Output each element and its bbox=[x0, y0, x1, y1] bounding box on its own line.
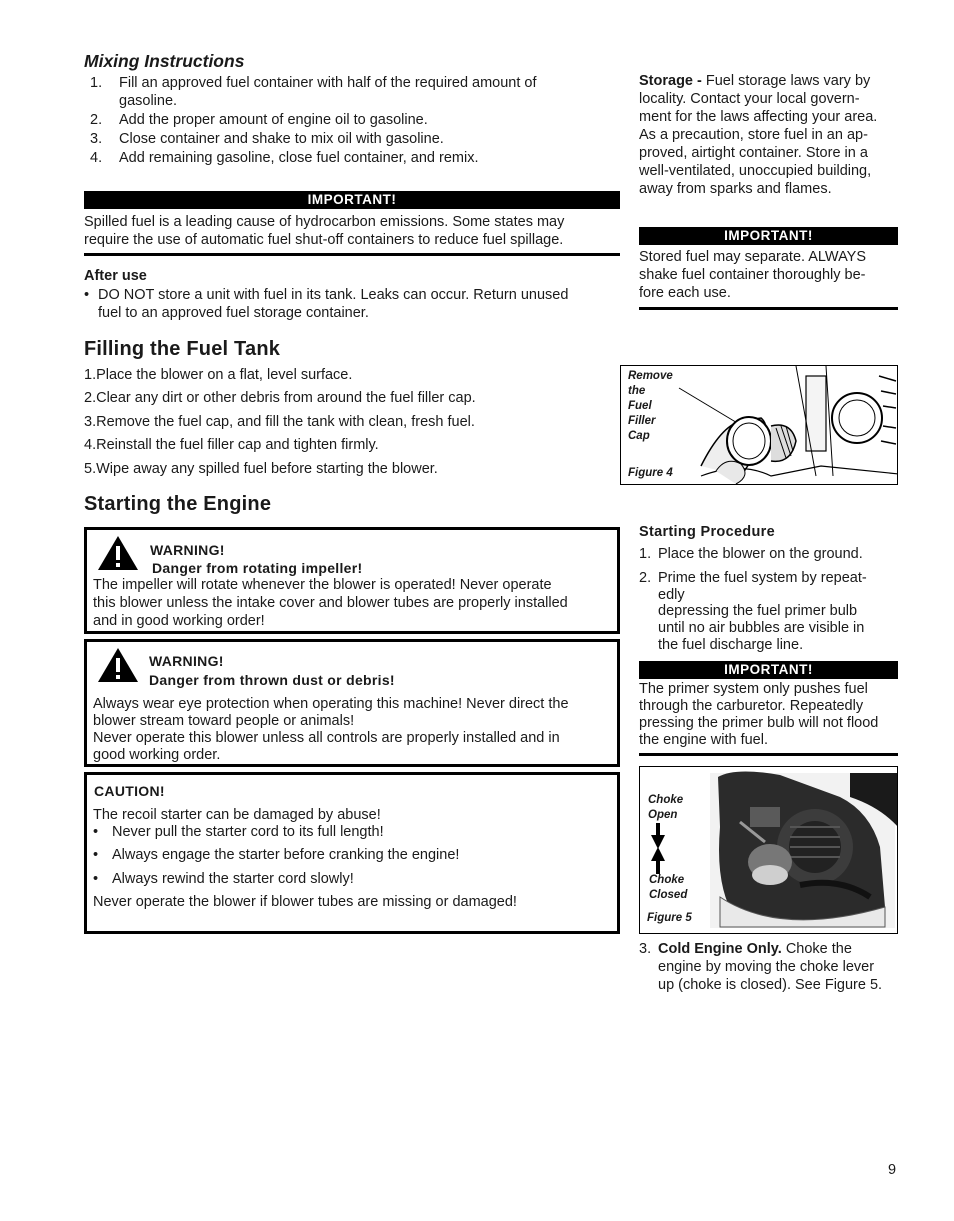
filling-step: 1.Place the blower on a flat, level surface. bbox=[84, 367, 353, 383]
caution-label: CAUTION! bbox=[94, 783, 165, 799]
page-number: 9 bbox=[888, 1162, 897, 1178]
after-use-bullet: • DO NOT store a unit with fuel in its tank. Leaks can occur. Return unused fuel to an approved fuel storage container. bbox=[84, 287, 569, 321]
figure-5-caption: Figure 5 bbox=[647, 912, 692, 924]
choke-closed-label: Choke Closed bbox=[649, 874, 688, 901]
section-divider bbox=[84, 253, 620, 256]
caution-bullet: • Always rewind the starter cord slowly! bbox=[93, 871, 354, 887]
warning-box-impeller bbox=[84, 527, 620, 634]
section-divider bbox=[639, 307, 898, 310]
filling-fuel-tank-heading: Filling the Fuel Tank bbox=[84, 338, 281, 360]
filling-step: 4.Reinstall the fuel filler cap and tighten firmly. bbox=[84, 437, 379, 453]
important-primer-text: The primer system only pushes fuel through the carburetor. Repeatedly pressing the primer bulb will not flood the engine with fuel. bbox=[639, 681, 879, 748]
figure-4-label: Remove the Fuel Filler Cap bbox=[628, 370, 673, 442]
mixing-instructions-title: Mixing Instructions bbox=[84, 51, 245, 71]
caution-outro: Never operate the blower if blower tubes are missing or damaged! bbox=[93, 894, 517, 910]
figure-4-caption: Figure 4 bbox=[628, 467, 673, 479]
warning-box-debris bbox=[84, 639, 620, 767]
mixing-step: 2. Add the proper amount of engine oil to gasoline. bbox=[90, 112, 428, 128]
caution-box bbox=[84, 772, 620, 934]
important-bar: IMPORTANT! bbox=[639, 661, 898, 679]
procedure-step-2: 2. Prime the fuel system by repeat- edly depressing the fuel primer bulb until no air bubbles are visible in the fuel discharge line. bbox=[639, 570, 867, 653]
mixing-step: 1. Fill an approved fuel container with half of the required amount of gasoline. bbox=[90, 75, 537, 109]
filling-step: 3.Remove the fuel cap, and fill the tank with clean, fresh fuel. bbox=[84, 414, 475, 430]
warning-body: Always wear eye protection when operating this machine! Never direct the blower stream toward people or animals! Never operate this blower unless all controls are properly installed and in good working order. bbox=[93, 696, 569, 763]
warning-subtitle: Danger from rotating impeller! bbox=[152, 560, 363, 576]
important-bar: IMPORTANT! bbox=[639, 227, 898, 245]
warning-label: WARNING! bbox=[149, 653, 224, 669]
section-divider bbox=[639, 753, 898, 756]
important-stored-fuel-text: Stored fuel may separate. ALWAYS shake fuel container thoroughly be- fore each use. bbox=[639, 249, 867, 301]
starting-procedure-title: Starting Procedure bbox=[639, 524, 775, 540]
starting-engine-heading: Starting the Engine bbox=[84, 493, 272, 515]
choke-open-label: Choke Open bbox=[648, 794, 684, 821]
warning-body: The impeller will rotate whenever the blower is operated! Never operate this blower unless the intake cover and blower tubes are properly installed and in good working order! bbox=[93, 577, 568, 629]
figure-5-choke bbox=[639, 766, 898, 934]
procedure-step-3: 3. Cold Engine Only. Choke the engine by moving the choke lever up (choke is closed). See Figure 5. bbox=[639, 941, 883, 993]
procedure-step-1: 1. Place the blower on the ground. bbox=[639, 546, 863, 562]
warning-triangle-icon bbox=[97, 535, 139, 571]
figure-4-fuel-cap bbox=[620, 365, 898, 485]
important-spilled-fuel-text: Spilled fuel is a leading cause of hydrocarbon emissions. Some states may require the use of automatic fuel shut-off containers to reduce fuel spillage. bbox=[84, 214, 565, 248]
important-bar: IMPORTANT! bbox=[84, 191, 620, 209]
caution-intro: The recoil starter can be damaged by abuse! bbox=[93, 807, 381, 823]
storage-paragraph: Storage - Fuel storage laws vary by locality. Contact your local govern- ment for the laws affecting your area. As a precaution, store fuel in an ap- proved, airtight container. Store in a well-ventilated, unoccupied building, away from sparks and flames. bbox=[639, 73, 878, 197]
caution-bullet: • Always engage the starter before cranking the engine! bbox=[93, 847, 460, 863]
mixing-step: 3. Close container and shake to mix oil with gasoline. bbox=[90, 131, 444, 147]
warning-label: WARNING! bbox=[150, 542, 225, 558]
filling-step: 5.Wipe away any spilled fuel before starting the blower. bbox=[84, 461, 438, 477]
caution-bullet: • Never pull the starter cord to its full length! bbox=[93, 824, 384, 840]
warning-subtitle: Danger from thrown dust or debris! bbox=[149, 672, 395, 688]
after-use-title: After use bbox=[84, 268, 147, 284]
filling-step: 2.Clear any dirt or other debris from around the fuel filler cap. bbox=[84, 390, 476, 406]
warning-triangle-icon bbox=[97, 647, 139, 683]
mixing-step: 4. Add remaining gasoline, close fuel container, and remix. bbox=[90, 150, 479, 166]
